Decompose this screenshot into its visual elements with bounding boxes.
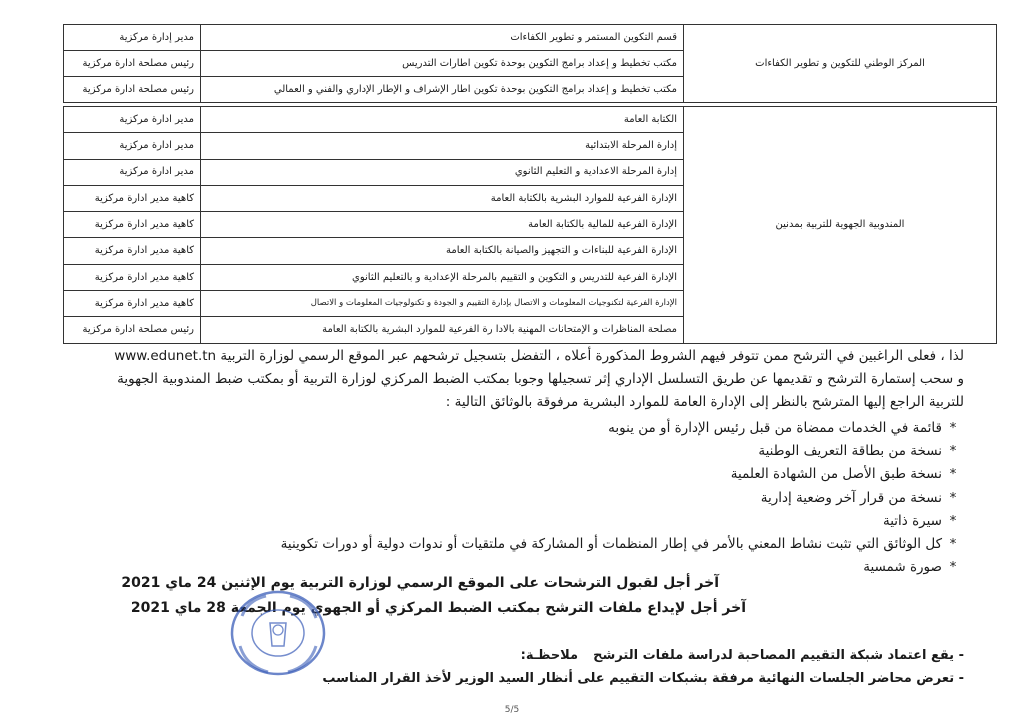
rank-cell: مدير ادارة مركزية (64, 159, 201, 185)
rank-cell: مدير إدارة مركزية (64, 25, 201, 51)
unit-cell: إدارة المرحلة الابتدائية (201, 133, 684, 159)
deadline-filing: آخر أجل لإيداع ملفات الترشح بمكتب الضبط المركزي أو الجهوي يوم الجمعة 28 ماي 2021 (130, 600, 746, 616)
list-item: *كل الوثائق التي تثبت نشاط المعني بالأمر في إطار المنظمات أو المشاركة في ملتقيات أو ندوات دولية أو دورات تكوينية (281, 533, 964, 556)
positions-table-2 (63, 106, 997, 344)
required-documents-list (281, 417, 964, 579)
unit-cell: مكتب تخطيط و إعداد برامج التكوين بوحدة تكوين اطار الإشراف و الإطار الإداري والفني و العمالي (201, 77, 684, 103)
rank-cell: كاهية مدير ادارة مركزية (64, 212, 201, 238)
unit-cell: الإدارة الفرعية لتكنوجيات المعلومات و الاتصال بإدارة التقييم و الجودة و تكنولوجيات المعلومات و الاتصال (201, 291, 684, 317)
deadline-online: آخر أجل لقبول الترشحات على الموقع الرسمي لوزارة التربية يوم الإثنين 24 ماي 2021 (121, 575, 719, 591)
list-item: *سيرة ذاتية (281, 510, 964, 533)
notes-item-2: - تعرض محاضر الجلسات النهائية مرفقة بشبكات التقييم على أنظار السيد الوزير لأخذ القرار المناسب (322, 671, 964, 686)
rank-cell: رئيس مصلحة ادارة مركزية (64, 317, 201, 343)
notes-label: ملاحظـة: (520, 648, 579, 663)
rank-cell: كاهية مدير ادارة مركزية (64, 185, 201, 211)
list-item: *نسخة طبق الأصل من الشهادة العلمية (281, 463, 964, 486)
rank-cell: رئيس مصلحة ادارة مركزية (64, 77, 201, 103)
department-cell: المندوبية الجهوية للتربية بمدنين (684, 107, 997, 344)
bullet-icon: * (949, 512, 957, 529)
rank-cell: مدير ادارة مركزية (64, 107, 201, 133)
bullet-icon: * (949, 420, 957, 436)
rank-cell: كاهية مدير ادارة مركزية (64, 264, 201, 290)
unit-cell: الإدارة الفرعية للبناءات و التجهيز والصيانة بالكتابة العامة (201, 238, 684, 264)
notes-item-1: - يقع اعتماد شبكة التقييم المصاحبة لدراسة ملفات الترشح (593, 648, 964, 663)
positions-table-1 (63, 24, 997, 103)
bullet-icon: * (949, 489, 957, 506)
department-cell: المركز الوطني للتكوين و تطوير الكفاءات (684, 25, 997, 103)
unit-cell: الإدارة الفرعية للتدريس و التكوين و التقييم بالمرحلة الإعدادية و بالتعليم الثانوي (201, 264, 684, 290)
list-item: *نسخة من بطاقة التعريف الوطنية (281, 440, 964, 463)
unit-cell: مصلحة المناظرات و الإمتحانات المهنية بالادا رة الفرعية للموارد البشرية بالكتابة العامة (201, 317, 684, 343)
list-item: *صورة شمسية (281, 556, 964, 579)
body-line-2: و سحب إستمارة الترشح و تقديمها عن طريق التسلسل الإداري إثر تسجيلها وجوبا بمكتب الضبط المركزي لوزارة التربية أو بمكتب ضبط المندوبية الجهوية (117, 371, 964, 387)
rank-cell: رئيس مصلحة ادارة مركزية (64, 51, 201, 77)
ministry-seal-icon (228, 588, 328, 678)
body-line-3: للتربية الراجع إليها المترشح بالنظر إلى الإدارة العامة للموارد البشرية مرفوقة بالوثائق التالية : (445, 394, 964, 410)
table-row (64, 107, 997, 133)
unit-cell: الإدارة الفرعية للمالية بالكتابة العامة (201, 212, 684, 238)
unit-cell: إدارة المرحلة الاعدادية و التعليم الثانوي (201, 159, 684, 185)
bullet-icon: * (949, 559, 957, 576)
rank-cell: كاهية مدير ادارة مركزية (64, 238, 201, 264)
notes-first (521, 648, 964, 663)
unit-cell: الكتابة العامة (201, 107, 684, 133)
unit-cell: مكتب تخطيط و إعداد برامج التكوين بوحدة تكوين اطارات التدريس (201, 51, 684, 77)
unit-cell: الإدارة الفرعية للموارد البشرية بالكتابة العامة (201, 185, 684, 211)
rank-cell: كاهية مدير ادارة مركزية (64, 291, 201, 317)
body-line-1: لذا ، فعلى الراغبين في الترشح ممن تتوفر فيهم الشروط المذكورة أعلاه ، التفضل بتسجيل ترشحهم عبر الموقع الرسمي لوزارة التربية www.edunet.tn (114, 348, 964, 364)
table-row (64, 25, 997, 51)
unit-cell: قسم التكوين المستمر و تطوير الكفاءات (201, 25, 684, 51)
bullet-icon: * (949, 443, 957, 460)
page-number: 5/5 (504, 705, 520, 715)
list-item: *قائمة في الخدمات ممضاة من قبل رئيس الإدارة أو من ينوبه (281, 417, 964, 440)
list-item: *نسخة من قرار آخر وضعية إدارية (281, 487, 964, 510)
bullet-icon: * (949, 535, 957, 552)
bullet-icon: * (949, 466, 957, 483)
rank-cell: مدير ادارة مركزية (64, 133, 201, 159)
